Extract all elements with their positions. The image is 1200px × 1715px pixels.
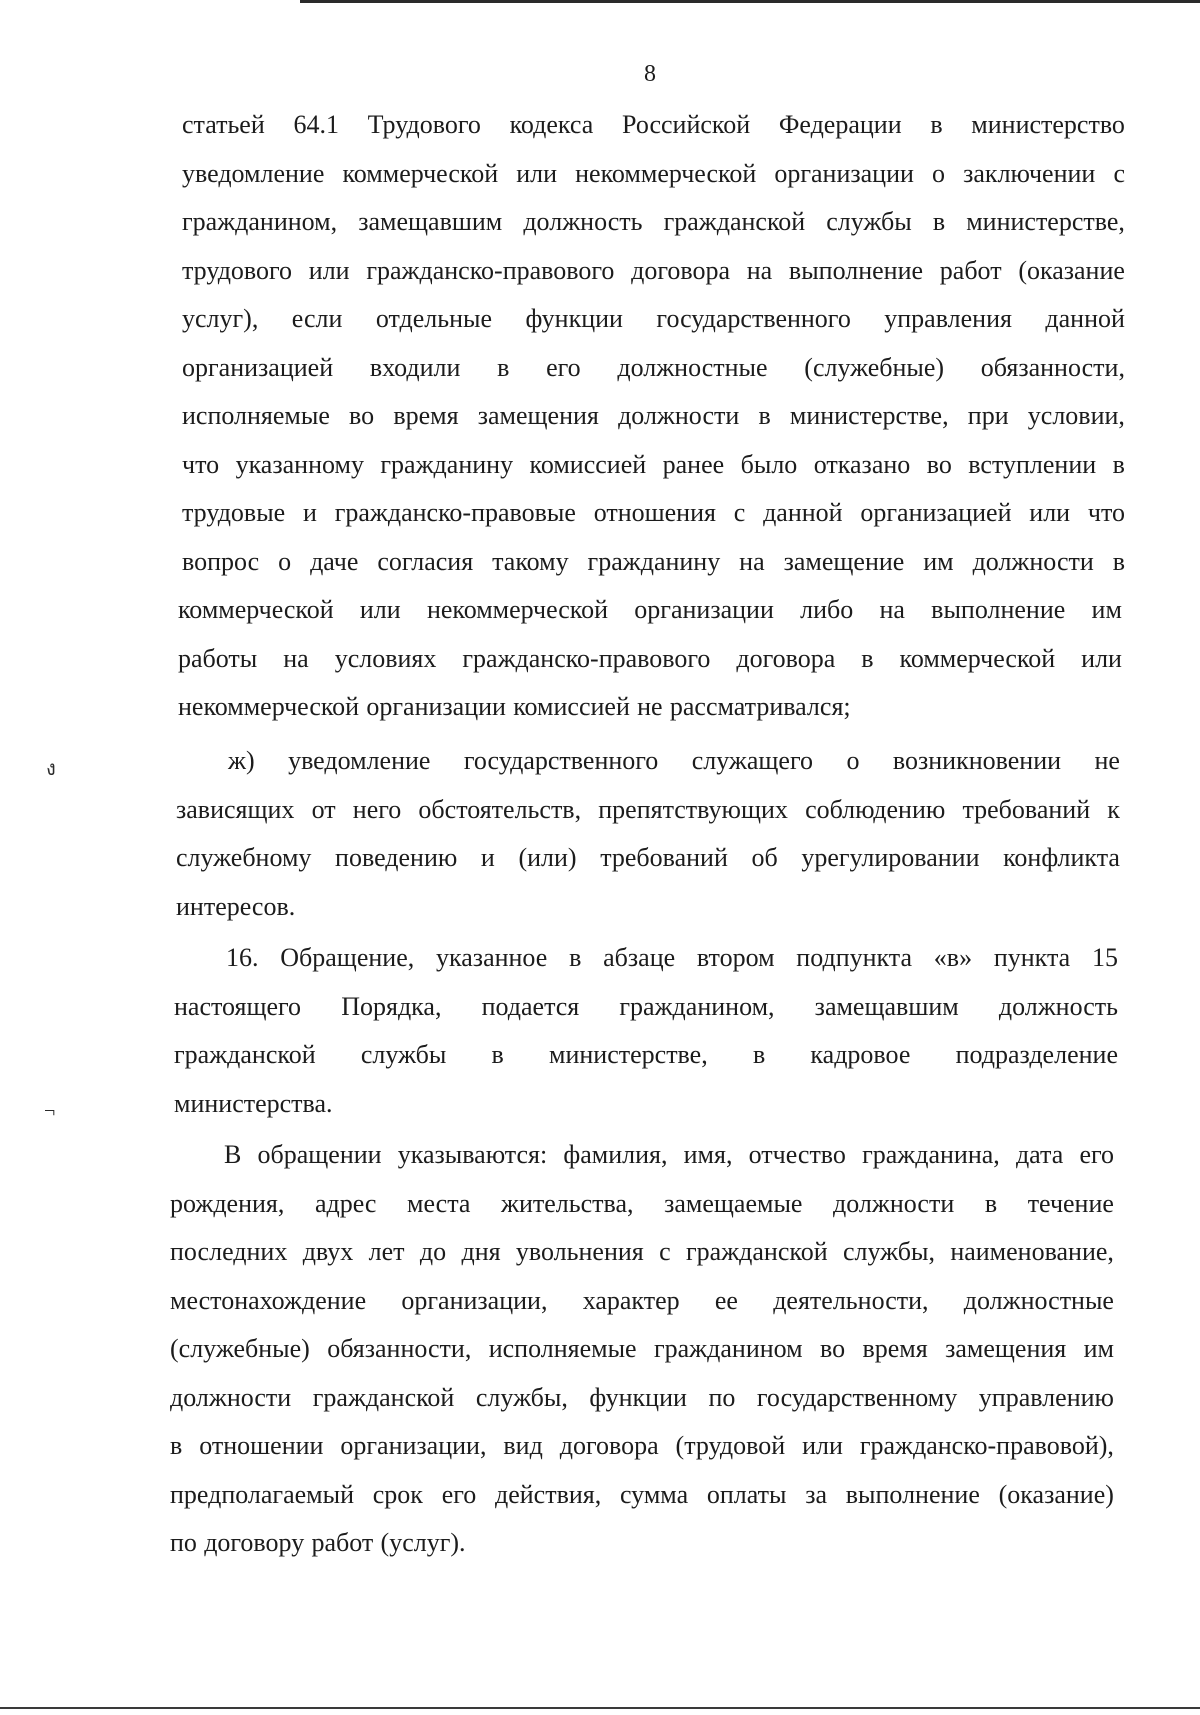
- word: его: [546, 353, 581, 382]
- word: в: [932, 207, 946, 236]
- word: организации: [634, 595, 774, 624]
- word: (или): [518, 843, 577, 872]
- word: или: [308, 256, 350, 285]
- word: (служебные): [804, 353, 945, 382]
- word: действия,: [495, 1480, 602, 1509]
- word: организацией: [860, 498, 1012, 527]
- text-line: [182, 498, 1125, 528]
- word: предполагаемый: [170, 1480, 355, 1509]
- word: или: [1029, 498, 1071, 527]
- word: (услуг).: [380, 1528, 466, 1557]
- word: о: [846, 746, 860, 775]
- word: им: [1091, 595, 1122, 624]
- word: в: [569, 943, 582, 972]
- word: 16.: [226, 943, 259, 972]
- word: или: [359, 595, 401, 624]
- text-line: [170, 1286, 1114, 1316]
- word: и: [480, 843, 495, 872]
- word: не: [637, 692, 663, 721]
- word: на: [879, 595, 905, 624]
- word: уведомление: [182, 159, 325, 188]
- word: трудового: [182, 256, 293, 285]
- text-line: [182, 304, 1125, 334]
- word: абзаце: [603, 943, 676, 972]
- word: при: [967, 401, 1009, 430]
- word: министерство: [971, 110, 1125, 139]
- word: в: [497, 353, 510, 382]
- text-line: [170, 1528, 1114, 1558]
- word: замещаемые: [664, 1189, 803, 1218]
- word: службы,: [842, 1237, 935, 1266]
- word: гражданином,: [182, 207, 338, 236]
- word: указанное: [436, 943, 548, 972]
- text-line: [178, 595, 1122, 625]
- word: на: [739, 547, 765, 576]
- text-line: [182, 353, 1125, 383]
- word: выполнение: [788, 256, 924, 285]
- word: интересов.: [176, 892, 296, 921]
- text-line: [178, 644, 1122, 674]
- word: не: [1094, 746, 1120, 775]
- word: должность: [998, 992, 1118, 1021]
- word: в: [752, 1040, 766, 1069]
- word: условиях: [334, 644, 437, 673]
- word: в: [1112, 547, 1125, 576]
- word: Российской: [622, 110, 751, 139]
- word: во: [349, 401, 375, 430]
- word: 64.1: [293, 110, 339, 139]
- word: данной: [1045, 304, 1125, 333]
- word: (оказание): [998, 1480, 1114, 1509]
- word: условии,: [1027, 401, 1125, 430]
- text-line: [170, 1334, 1114, 1364]
- word: замещавшим: [358, 207, 503, 236]
- text-line: [182, 450, 1125, 480]
- word: по: [170, 1528, 197, 1557]
- word: министерства.: [174, 1089, 333, 1118]
- word: управлению: [978, 1383, 1114, 1412]
- word: двух: [302, 1237, 354, 1266]
- word: обязанности,: [980, 353, 1125, 382]
- word: подпункта: [796, 943, 913, 972]
- text-line: [182, 207, 1125, 237]
- word: входили: [369, 353, 461, 382]
- word: отчество: [748, 1140, 846, 1169]
- word: или: [516, 159, 558, 188]
- word: служебному: [176, 843, 312, 872]
- word: в: [861, 644, 874, 673]
- word: гражданской: [174, 1040, 316, 1069]
- word: о: [278, 547, 292, 576]
- word: конфликта: [1003, 843, 1120, 872]
- word: гражданина,: [862, 1140, 1000, 1169]
- word: должности: [618, 401, 740, 430]
- word: гражданско-правового: [366, 256, 615, 285]
- text-line: [182, 401, 1125, 431]
- word: отношения: [593, 498, 716, 527]
- word: гражданину: [587, 547, 721, 576]
- word: «в»: [933, 943, 973, 972]
- word: ранее: [662, 450, 725, 479]
- word: в: [170, 1431, 183, 1460]
- word: должностные: [963, 1286, 1114, 1315]
- word: гражданину: [380, 450, 514, 479]
- text-line: [170, 1189, 1114, 1219]
- word: замещения: [477, 401, 599, 430]
- word: службы,: [475, 1383, 568, 1412]
- word: требований: [962, 795, 1091, 824]
- word: гражданской: [686, 1237, 828, 1266]
- word: отдельные: [375, 304, 493, 333]
- word: отказано: [813, 450, 911, 479]
- word: местонахождение: [170, 1286, 367, 1315]
- word: него: [352, 795, 402, 824]
- word: ее: [714, 1286, 738, 1315]
- word: адрес: [314, 1189, 377, 1218]
- word: с: [1113, 159, 1125, 188]
- word: работ: [311, 1528, 374, 1557]
- word: гражданско-правовые: [334, 498, 576, 527]
- word: во: [819, 1334, 846, 1363]
- word: в: [930, 110, 943, 139]
- word: поведению: [335, 843, 458, 872]
- word: Обращение,: [280, 943, 415, 972]
- word: во: [926, 450, 952, 479]
- word: функции: [589, 1383, 687, 1412]
- word: его: [441, 1480, 477, 1509]
- word: договору: [204, 1528, 305, 1557]
- word: указываются:: [397, 1140, 548, 1169]
- word: в: [984, 1189, 998, 1218]
- word: на: [746, 256, 773, 285]
- word: наименование,: [950, 1237, 1114, 1266]
- word: требований: [600, 843, 728, 872]
- word: министерстве,: [549, 1040, 708, 1069]
- text-line: [170, 1480, 1114, 1510]
- word: службы: [826, 207, 912, 236]
- word: В: [224, 1140, 242, 1169]
- word: министерстве,: [966, 207, 1125, 236]
- word: 15: [1091, 943, 1118, 972]
- word: кодекса: [509, 110, 594, 139]
- page-number: 8: [644, 61, 656, 87]
- word: замещение: [783, 547, 905, 576]
- word: данной: [763, 498, 843, 527]
- word: обстоятельств,: [418, 795, 582, 824]
- word: коммерческой: [178, 595, 334, 624]
- word: министерстве,: [789, 401, 949, 430]
- word: коммерческой: [899, 644, 1056, 673]
- word: вид: [503, 1431, 543, 1460]
- word: кадровое: [810, 1040, 911, 1069]
- word: Трудового: [367, 110, 481, 139]
- word: организации: [774, 159, 914, 188]
- word: оплаты: [706, 1480, 787, 1509]
- word: гражданской: [663, 207, 806, 236]
- word: Порядка,: [341, 992, 442, 1021]
- word: отношении: [199, 1431, 324, 1460]
- word: если: [291, 304, 343, 333]
- word: рождения,: [170, 1189, 285, 1218]
- text-line: [174, 992, 1118, 1022]
- word: зависящих: [176, 795, 295, 824]
- word: договора: [736, 644, 836, 673]
- text-line: [176, 795, 1120, 825]
- word: комиссией: [513, 692, 630, 721]
- text-line: [170, 1383, 1114, 1413]
- word: что: [182, 450, 220, 479]
- word: с: [733, 498, 746, 527]
- word: о: [932, 159, 946, 188]
- word: возникновении: [892, 746, 1062, 775]
- text-line: [226, 943, 1118, 973]
- word: дата: [1015, 1140, 1064, 1169]
- word: последних: [170, 1237, 288, 1266]
- word: гражданской: [312, 1383, 455, 1412]
- word: статьей: [182, 110, 265, 139]
- word: ж): [228, 746, 255, 775]
- word: соблюдению: [805, 795, 946, 824]
- word: замещения: [945, 1334, 1067, 1363]
- word: препятствующих: [598, 795, 788, 824]
- word: работы: [178, 644, 258, 673]
- word: время: [393, 401, 459, 430]
- word: на: [283, 644, 309, 673]
- word: организацией: [182, 353, 334, 382]
- margin-scan-mark: ง: [46, 758, 56, 780]
- word: настоящего: [174, 992, 302, 1021]
- word: об: [751, 843, 778, 872]
- text-line: [174, 1089, 1118, 1119]
- word: увольнения: [515, 1237, 644, 1266]
- word: некоммерческой: [426, 595, 609, 624]
- text-line: [174, 1040, 1118, 1070]
- word: Федерации: [778, 110, 902, 139]
- word: исполняемые: [182, 401, 330, 430]
- word: (оказание: [1018, 256, 1125, 285]
- word: выполнение: [931, 595, 1066, 624]
- word: подается: [481, 992, 580, 1021]
- word: дня: [461, 1237, 501, 1266]
- word: втором: [696, 943, 775, 972]
- word: гражданином,: [619, 992, 775, 1021]
- word: им: [1083, 1334, 1114, 1363]
- word: лет: [368, 1237, 405, 1266]
- word: жительства,: [501, 1189, 634, 1218]
- word: сумма: [619, 1480, 689, 1509]
- text-line: [182, 256, 1125, 286]
- word: комиссией: [529, 450, 647, 479]
- word: работ: [939, 256, 1002, 285]
- word: за: [805, 1480, 828, 1509]
- word: государственного: [656, 304, 851, 333]
- word: выполнение: [845, 1480, 980, 1509]
- word: фамилия,: [563, 1140, 668, 1169]
- word: рассматривался;: [669, 692, 851, 721]
- word: пункта: [993, 943, 1071, 972]
- text-line: [170, 1237, 1114, 1267]
- text-line: [182, 110, 1125, 140]
- text-line: [224, 1140, 1114, 1170]
- word: обязанности,: [327, 1334, 472, 1363]
- margin-scan-mark: ¬: [44, 1100, 56, 1122]
- word: гражданско-правового: [462, 644, 711, 673]
- word: коммерческой: [342, 159, 499, 188]
- word: что: [1087, 498, 1125, 527]
- text-line: [176, 843, 1120, 873]
- word: в: [1112, 450, 1125, 479]
- word: организации,: [401, 1286, 548, 1315]
- bottom-scan-border: [0, 1707, 1200, 1709]
- word: им: [923, 547, 954, 576]
- word: заключении: [963, 159, 1096, 188]
- word: управления: [884, 304, 1012, 333]
- word: имя,: [683, 1140, 733, 1169]
- word: гражданином: [653, 1334, 803, 1363]
- word: в: [758, 401, 771, 430]
- word: было: [740, 450, 798, 479]
- word: обращении: [257, 1140, 382, 1169]
- word: до: [419, 1237, 447, 1266]
- word: течение: [1027, 1189, 1114, 1218]
- word: должности: [972, 547, 1094, 576]
- text-line: [182, 159, 1125, 189]
- word: некоммерческой: [178, 692, 360, 721]
- word: должность: [523, 207, 643, 236]
- word: (служебные): [170, 1334, 310, 1363]
- word: характер: [582, 1286, 680, 1315]
- word: государственному: [756, 1383, 958, 1412]
- word: функции: [525, 304, 623, 333]
- word: места: [407, 1189, 471, 1218]
- word: такому: [492, 547, 569, 576]
- word: вступлении: [968, 450, 1097, 479]
- word: урегулировании: [801, 843, 980, 872]
- word: либо: [800, 595, 854, 624]
- word: договора: [559, 1431, 659, 1460]
- word: некоммерческой: [575, 159, 757, 188]
- word: договора: [631, 256, 730, 285]
- text-line: [182, 547, 1125, 577]
- word: подразделение: [955, 1040, 1118, 1069]
- top-scan-border: [300, 0, 1200, 3]
- text-line: [170, 1431, 1114, 1461]
- word: организации,: [340, 1431, 487, 1460]
- text-line: [178, 692, 1122, 722]
- word: согласия: [377, 547, 474, 576]
- text-line: [176, 892, 1120, 922]
- word: в: [491, 1040, 504, 1069]
- word: трудовые: [182, 498, 286, 527]
- word: (трудовой: [675, 1431, 786, 1460]
- word: вопрос: [182, 547, 260, 576]
- word: государственного: [463, 746, 659, 775]
- word: с: [659, 1237, 671, 1266]
- word: службы: [360, 1040, 447, 1069]
- word: его: [1079, 1140, 1114, 1169]
- word: услуг),: [182, 304, 259, 333]
- word: к: [1107, 795, 1120, 824]
- word: служащего: [691, 746, 813, 775]
- word: организации: [366, 692, 506, 721]
- word: даче: [310, 547, 359, 576]
- word: по: [708, 1383, 736, 1412]
- word: должности: [170, 1383, 292, 1412]
- text-line: [228, 746, 1120, 776]
- word: гражданско-правовой),: [859, 1431, 1114, 1460]
- word: должностные: [617, 353, 768, 382]
- word: срок: [372, 1480, 423, 1509]
- word: деятельности,: [773, 1286, 929, 1315]
- word: исполняемые: [488, 1334, 637, 1363]
- word: или: [802, 1431, 843, 1460]
- word: от: [311, 795, 336, 824]
- word: или: [1081, 644, 1122, 673]
- word: и: [303, 498, 317, 527]
- word: указанному: [235, 450, 364, 479]
- word: уведомление: [288, 746, 431, 775]
- word: замещавшим: [814, 992, 959, 1021]
- word: время: [862, 1334, 928, 1363]
- word: должности: [833, 1189, 955, 1218]
